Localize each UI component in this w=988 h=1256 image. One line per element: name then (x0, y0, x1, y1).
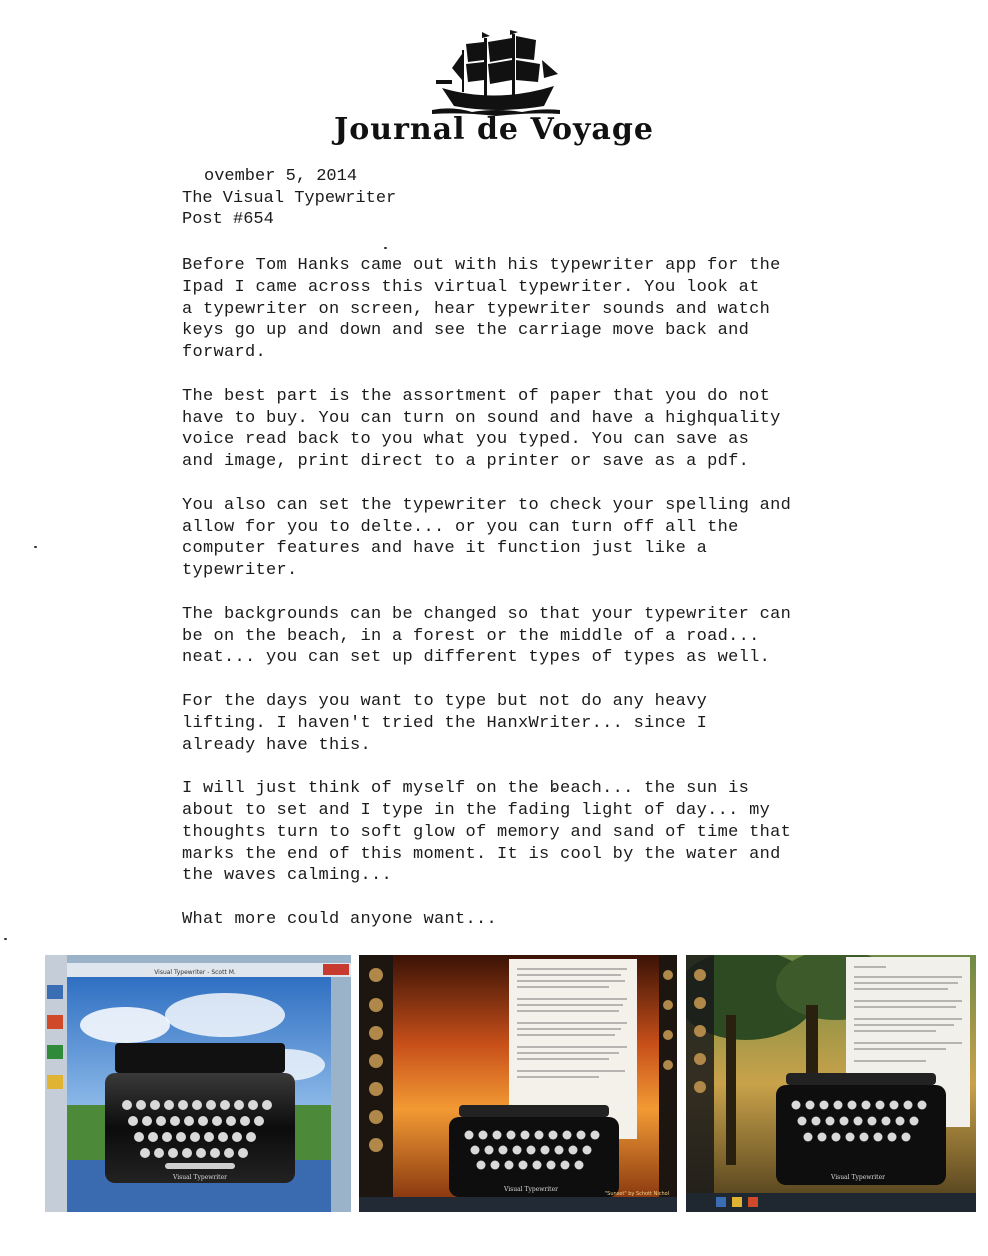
typewriter-brand: Visual Typewriter (503, 1186, 559, 1193)
screenshot-sunset-background (359, 955, 677, 1212)
window-title: Visual Typewriter - Scott M. (154, 969, 236, 976)
ink-speck (34, 546, 37, 548)
post-date: ovember 5, 2014 (204, 167, 358, 186)
screenshot-sky-background (45, 955, 351, 1212)
post-number: Post #654 (182, 210, 274, 229)
background-caption: "Sunset" by Schott Nichol (604, 1191, 670, 1197)
ink-speck (384, 247, 387, 249)
post-body (182, 255, 862, 953)
body-paragraph: What more could anyone want... (182, 909, 498, 929)
post-title: The Visual Typewriter (182, 188, 397, 208)
body-paragraph: The backgrounds can be changed so that your typewriter can be on the beach, in a forest or the middle of a road... neat... you can set up different types of types as well. (182, 604, 792, 668)
typewriter-brand: Visual Typewriter (172, 1174, 228, 1181)
post-meta (182, 166, 396, 231)
body-paragraph: Before Tom Hanks came out with his typewriter app for the Ipad I came across this virtual typewriter. You look at a typewriter on screen, hear typewriter sounds and watch keys go up and down and see the carriage move back and forward. (182, 256, 781, 363)
screenshot-gallery (0, 955, 988, 1213)
ink-speck (4, 938, 7, 940)
screenshot-forest-background (686, 955, 976, 1212)
typewriter-brand: Visual Typewriter (830, 1174, 886, 1181)
body-paragraph: You also can set the typewriter to check your spelling and allow for you to delte... or you can turn off all the computer features and have it function just like a typewriter. (182, 495, 792, 581)
journal-header (0, 0, 988, 160)
journal-title: Journal de Voyage (334, 112, 654, 147)
body-paragraph: I will just think of myself on the beach... the sun is about to set and I type in the fading light of day... my thoughts turn to soft glow of memory and sand of time that marks the end of this moment. It is cool by the water and the waves calming... (182, 779, 792, 886)
body-paragraph: The best part is the assortment of paper that you do not have to buy. You can turn on sound and have a highquality voice read back to you what you typed. You can save as and image, print direct to a printer or save as a pdf. (182, 386, 781, 472)
body-paragraph: For the days you want to type but not do any heavy lifting. I haven't tried the HanxWriter... since I already have this. (182, 691, 708, 755)
sailing-ship-icon (432, 30, 560, 118)
